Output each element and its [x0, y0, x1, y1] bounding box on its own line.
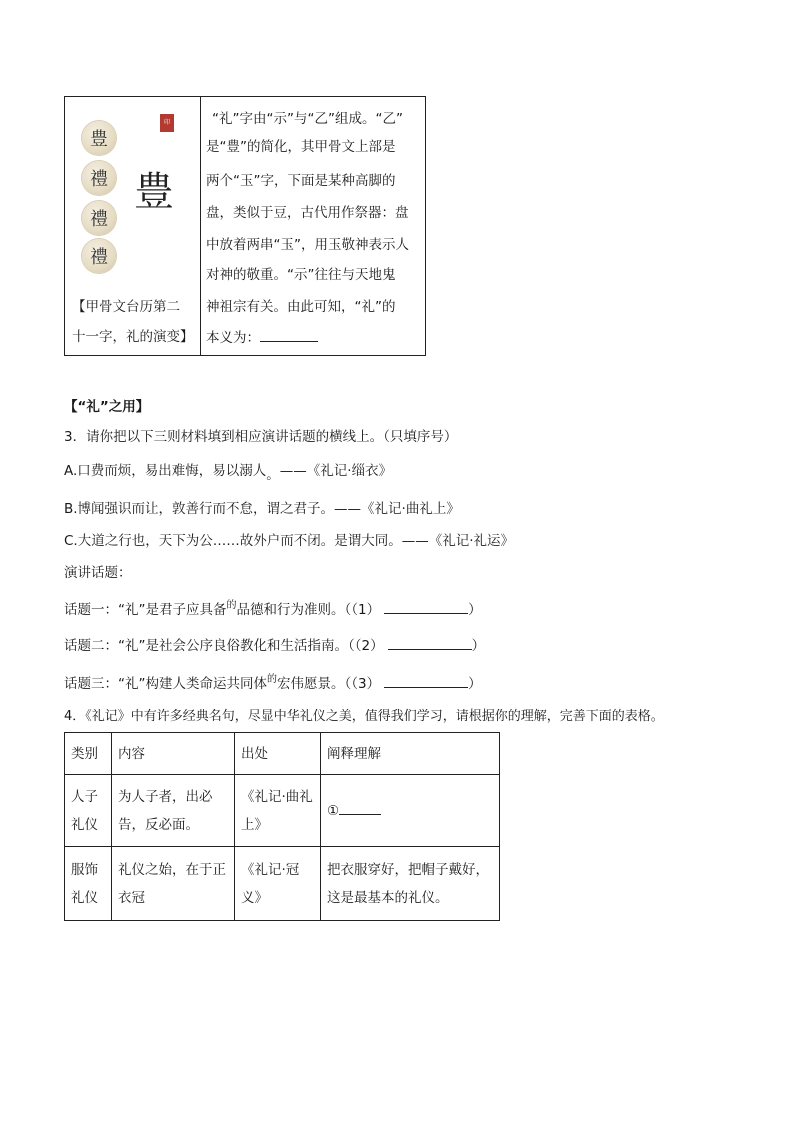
cell-source: 《礼记·曲礼上》: [235, 775, 321, 847]
glyph-coin-2: 禮: [82, 161, 116, 195]
cell-category: 服饰礼仪: [65, 847, 112, 921]
q3-item-c: C.大道之行也，天下为公……故外户而不闭。是谓大同。——《礼记·礼运》: [64, 533, 515, 549]
topic-2-blank[interactable]: [388, 636, 472, 650]
topic-1-text-b: 品德和行为准则。（（1）: [236, 602, 381, 618]
table-row: [65, 847, 500, 921]
q3-item-a-source: ——《礼记·缁衣》: [279, 463, 393, 479]
oracle-bone-glyph: 豊: [134, 169, 174, 215]
cell-explain: 把衣服穿好，把帽子戴好，这是最基本的礼仪。: [321, 847, 500, 921]
q3-item-a: [64, 462, 393, 483]
topic-3-text-a: 话题三：“礼”构建人类命运共同体: [64, 676, 267, 692]
topic-3-end: ）: [468, 676, 482, 692]
section-heading: 【“礼”之用】: [64, 399, 150, 415]
table-row: [65, 775, 500, 847]
etymology-line: 本义为：: [206, 330, 260, 346]
topic-1-text-a: 话题一：“礼”是君子应具备: [64, 602, 227, 618]
table-header-row: [65, 733, 500, 775]
header-explain: 阐释理解: [321, 733, 500, 775]
q3-item-a-text: A.口费而烦，易出难悔，易以溺人: [64, 463, 267, 479]
box-divider: [200, 96, 201, 356]
etymology-line: “礼”字由“示”与“乙”组成。“乙”: [212, 111, 403, 127]
caption-line-2: 十一字，礼的演变】: [72, 329, 194, 345]
glyph-coin-3: 禮: [82, 201, 116, 235]
explain-blank[interactable]: [339, 801, 381, 815]
answer-blank[interactable]: [260, 328, 318, 342]
etymology-line: 两个“玉”字，下面是某种高脚的: [206, 173, 396, 189]
topic-1-blank[interactable]: [384, 600, 468, 614]
etymology-line: 中放着两串“玉”，用玉敬神表示人: [206, 237, 409, 253]
cell-content: 礼仪之始，在于正衣冠: [112, 847, 235, 921]
cell-category: 人子礼仪: [65, 775, 112, 847]
glyph-coin-1: 豊: [82, 121, 116, 155]
etiquette-table: [64, 732, 500, 921]
cell-content: 为人子者，出必告，反必面。: [112, 775, 235, 847]
q3-item-a-dot: 。: [266, 467, 280, 483]
etymology-line: 盘，类似于豆，古代用作祭器：盘: [206, 205, 409, 221]
topic-3: [64, 674, 482, 695]
q3-prompt: 3．请你把以下三则材料填到相应演讲话题的横线上。（只填序号）: [64, 429, 458, 445]
etymology-line: 是“豊”的简化，其甲骨文上部是: [206, 139, 396, 155]
cell-source: 《礼记·冠义》: [235, 847, 321, 921]
caption-line-1: 【甲骨文台历第二: [72, 299, 180, 315]
topic-1-sup: 的: [226, 600, 237, 611]
topic-3-blank[interactable]: [384, 674, 468, 688]
cell-explain: [321, 775, 500, 847]
etymology-answer-line: [206, 328, 318, 347]
etymology-box: [64, 96, 426, 356]
circled-number: ①: [327, 802, 340, 819]
topic-2: [64, 636, 485, 655]
header-content: 内容: [112, 733, 235, 775]
topic-3-sup: 的: [267, 674, 277, 685]
q3-item-b: B.博闻强识而让，敦善行而不怠，谓之君子。——《礼记·曲礼上》: [64, 501, 460, 517]
seal-stamp: 印: [160, 114, 174, 132]
topic-1-end: ）: [468, 602, 482, 618]
topic-2-text: 话题二：“礼”是社会公序良俗教化和生活指南。（（2）: [64, 638, 384, 654]
header-category: 类别: [65, 733, 112, 775]
q4-prompt: 4．《礼记》中有许多经典名句，尽显中华礼仪之美，值得我们学习，请根据你的理解，完善下面的表格。: [64, 709, 664, 724]
etymology-line: 神祖宗有关。由此可知，“礼”的: [206, 299, 396, 315]
topic-1: [64, 600, 482, 621]
header-source: 出处: [235, 733, 321, 775]
glyph-coin-4: 禮: [82, 239, 116, 273]
topic-3-text-b: 宏伟愿景。（（3）: [277, 676, 381, 692]
topics-label: 演讲话题：: [64, 565, 132, 581]
etymology-line: 对神的敬重。“示”往往与天地鬼: [206, 267, 396, 283]
topic-2-end: ）: [471, 638, 486, 654]
